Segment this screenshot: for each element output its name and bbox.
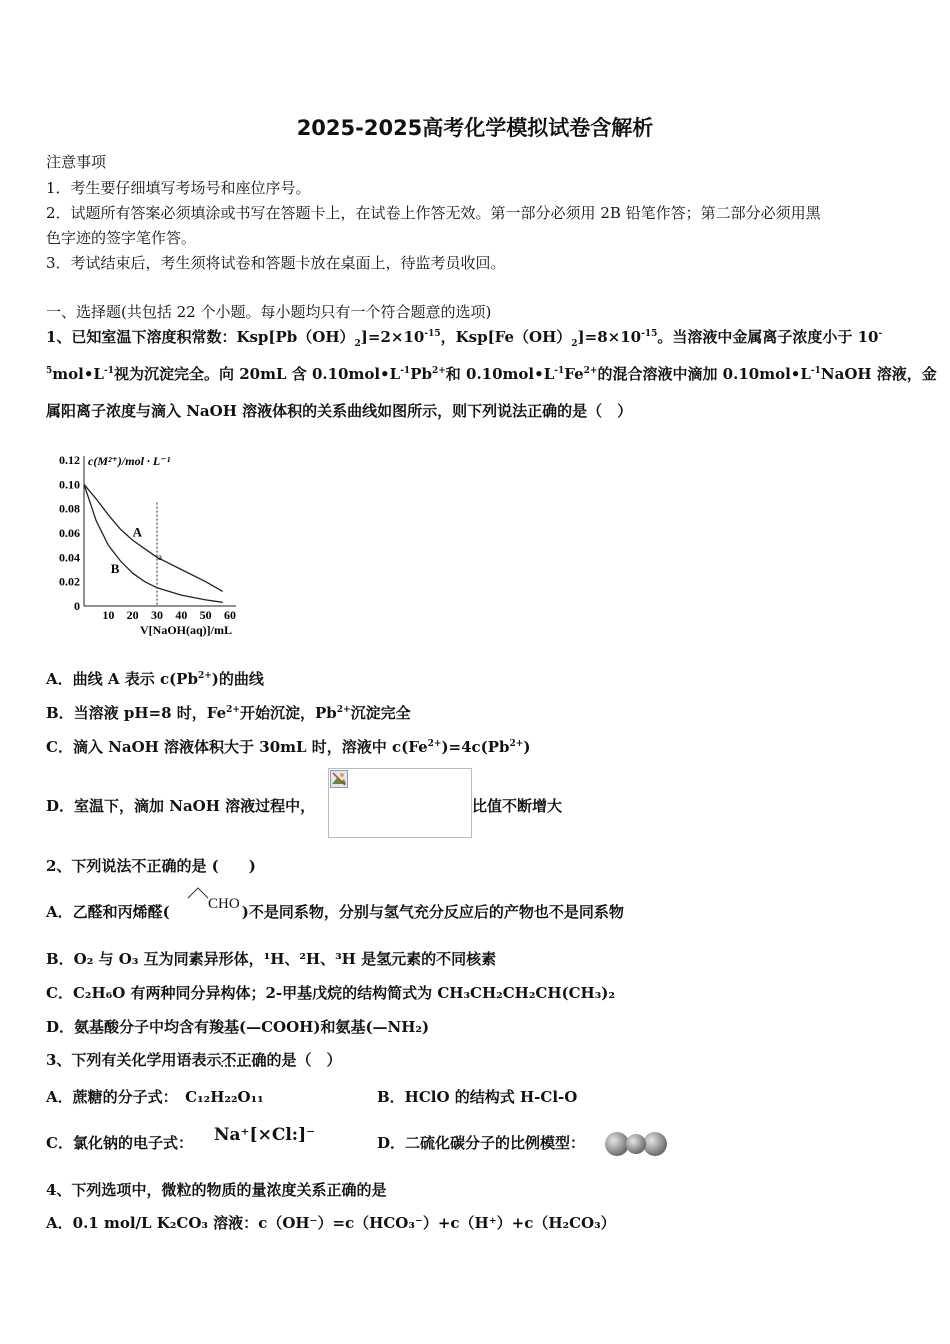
series-line-B xyxy=(84,484,223,602)
cho-label: CHO xyxy=(208,896,240,912)
y-tick-label: 0.02 xyxy=(59,574,80,589)
q1-option-b: B．当溶液 pH=8 时，$Fe^{2+}$开始沉淀，$Pb^{2+}$沉淀完全 xyxy=(46,704,411,722)
notice-item-2-cont: 色字迹的签字笔作答。 xyxy=(46,229,197,247)
series-label-B: B xyxy=(110,561,120,577)
broken-image-placeholder xyxy=(328,768,472,838)
q2-option-a: A．乙醛和丙烯醛( )不是同系物，分别与氢气充分反应后的产物也不是同系物 xyxy=(46,903,624,921)
q4-stem: 4、下列选项中，微粒的物质的量浓度关系正确的是 xyxy=(46,1181,387,1199)
q3-stem: 3、下列有关化学用语表示不正确的是（ ） xyxy=(46,1051,342,1069)
broken-image-icon xyxy=(330,770,348,788)
y-tick-label: 0 xyxy=(74,599,80,613)
q3-option-a: A．蔗糖的分子式： C₁₂H₂₂O₁₁ xyxy=(46,1088,264,1106)
x-tick-label: 30 xyxy=(151,608,163,622)
y-tick-label: 0.10 xyxy=(59,477,80,492)
q1-option-d-suffix: 比值不断增大 xyxy=(472,797,563,815)
y-tick-label: 0.12 xyxy=(59,453,80,467)
q1-option-a: A．曲线 A 表示 $c(Pb^{2+})$的曲线 xyxy=(46,670,264,688)
x-tick-label: 50 xyxy=(199,608,212,622)
q1-chart xyxy=(46,448,256,643)
q3-option-d: D．二硫化碳分子的比例模型： xyxy=(377,1134,586,1152)
q1-stem-line1: 1、已知室温下溶度积常数：$Ksp[Pb(OH)_2]=2\times 10^{-15}$，$Ksp[Fe(OH)_2]=8\times 10^{-15}$。当溶液中金属离子浓度小于 10- xyxy=(46,328,883,349)
x-tick-label: 10 xyxy=(102,608,115,622)
q2-option-d: D．氨基酸分子中均含有羧基(—COOH)和氨基(—NH₂) xyxy=(46,1018,430,1036)
x-tick-label: 60 xyxy=(224,608,236,622)
q2-stem: 2、下列说法不正确的是 ( ) xyxy=(46,857,256,875)
y-axis-label: c(M²⁺)/mol · L⁻¹ xyxy=(88,454,171,468)
section-heading: 一、选择题(共包括 22 个小题。每小题均只有一个符合题意的选项) xyxy=(46,303,492,321)
q2-option-b: B．O₂ 与 O₃ 互为同素异形体，¹H、²H、³H 是氢元素的不同核素 xyxy=(46,950,497,968)
q1-option-c: C．滴入 NaOH 溶液体积大于 30mL 时，溶液中 $c(Fe^{2+})=4c(Pb^{2+})$ xyxy=(46,738,531,756)
notice-heading: 注意事项 xyxy=(46,153,107,171)
x-tick-label: 40 xyxy=(175,608,188,622)
annotation-a: a xyxy=(158,551,162,562)
y-tick-label: 0.08 xyxy=(59,501,80,516)
q3-option-c: C．氯化钠的电子式： xyxy=(46,1134,193,1152)
notice-item-2: 2．试题所有答案必须填涂或书写在答题卡上，在试卷上作答无效。第一部分必须用 2B 铅笔作答；第二部分必须用黑 xyxy=(46,204,821,222)
q2-option-c: C．C₂H₆O 有两种同分异构体；2-甲基戊烷的结构简式为 CH₃CH₂CH₂CH(CH₃)₂ xyxy=(46,984,615,1002)
q1-stem-line2: $^5mol•L^{-1}$视为沉淀完全。向 20mL 含 $0.10mol•L^{-1}Pb^{2+}$和 $0.10mol•L^{-1}Fe^{2+}$的混合溶液中滴加 $0.10mol•L^{-1}NaOH$ 溶液，金 xyxy=(46,365,937,383)
q4-option-a: A．0.1 mol/L K₂CO₃ 溶液：c（OH⁻）=c（HCO₃⁻）+c（H⁺）+c（H₂CO₃） xyxy=(46,1214,616,1232)
notice-item-1: 1．考生要仔细填写考场号和座位序号。 xyxy=(46,179,311,197)
y-tick-label: 0.04 xyxy=(59,550,80,565)
notice-item-3: 3．考试结束后，考生须将试卷和答题卡放在桌面上，待监考员收回。 xyxy=(46,254,506,272)
q1-option-d-prefix: D．室温下，滴加 NaOH 溶液过程中， xyxy=(46,797,316,815)
page-title: 2025-2025高考化学模拟试卷含解析 xyxy=(296,116,654,140)
cs2-space-filling-model xyxy=(605,1130,669,1158)
nacl-electron-formula: Na⁺[×Cl:]⁻ xyxy=(214,1125,316,1145)
q3-option-b: B．HClO 的结构式 H-Cl-O xyxy=(377,1088,578,1106)
q1-stem-line3: 属阳离子浓度与滴入 NaOH 溶液体积的关系曲线如图所示，则下列说法正确的是（ ） xyxy=(46,402,633,420)
x-axis-label: V[NaOH(aq)]/mL xyxy=(140,623,232,637)
y-tick-label: 0.06 xyxy=(59,526,80,540)
series-label-A: A xyxy=(132,524,143,540)
x-tick-label: 20 xyxy=(126,608,139,622)
